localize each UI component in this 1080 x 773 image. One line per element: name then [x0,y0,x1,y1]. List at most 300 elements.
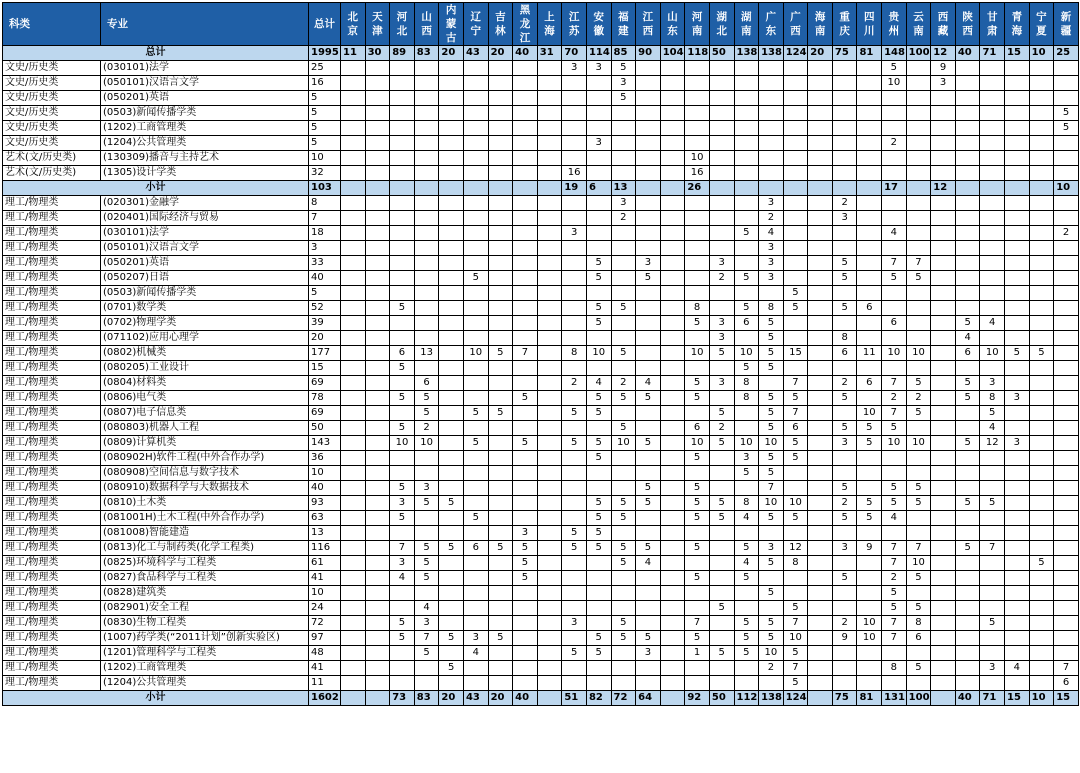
quota-cell [439,316,464,331]
quota-cell [390,406,415,421]
quota-cell: 4 [980,316,1005,331]
quota-cell [980,241,1005,256]
quota-cell [931,526,956,541]
quota-cell [439,526,464,541]
province-header: 云 南 [906,3,931,46]
quota-cell [488,241,513,256]
quota-cell [906,316,931,331]
quota-cell: 5 [980,496,1005,511]
quota-cell [1029,286,1054,301]
province-total-cell: 70 [562,46,587,61]
quota-cell [955,106,980,121]
quota-cell [1054,76,1079,91]
quota-cell [931,391,956,406]
quota-cell [1005,151,1030,166]
quota-cell [857,586,882,601]
quota-cell [463,376,488,391]
quota-cell [832,241,857,256]
quota-cell: 4 [734,511,759,526]
quota-cell [955,151,980,166]
quota-cell: 5 [414,646,439,661]
quota-cell [709,61,734,76]
quota-cell [808,271,833,286]
quota-cell [390,136,415,151]
quota-cell [882,166,907,181]
quota-cell [488,646,513,661]
quota-cell [1029,631,1054,646]
quota-cell [857,196,882,211]
subtotal-cell: 12 [931,181,956,196]
quota-cell [1029,166,1054,181]
quota-cell [636,421,661,436]
quota-cell [341,211,366,226]
quota-cell [341,661,366,676]
quota-cell [734,481,759,496]
table-header-row [3,3,1079,46]
province-header: 陕 西 [955,3,980,46]
subtotal-cell: 17 [882,181,907,196]
quota-cell [611,136,636,151]
quota-cell [882,286,907,301]
quota-cell [390,106,415,121]
quota-cell [414,196,439,211]
category-cell: 理工/物理类 [3,601,101,616]
quota-cell [783,106,808,121]
quota-cell [636,211,661,226]
quota-cell [1005,496,1030,511]
quota-cell [1005,541,1030,556]
quota-cell [488,226,513,241]
quota-cell [1029,316,1054,331]
quota-cell [709,676,734,691]
major-cell: (0807)电子信息类 [101,406,309,421]
quota-cell [537,76,562,91]
quota-cell [463,331,488,346]
quota-cell: 5 [906,376,931,391]
table-row [3,661,1079,676]
quota-cell: 8 [734,391,759,406]
table-row [3,586,1079,601]
quota-cell [513,151,538,166]
total-cell: 8 [309,196,341,211]
quota-cell [636,601,661,616]
quota-cell [513,136,538,151]
quota-cell [857,106,882,121]
quota-cell [759,61,784,76]
quota-cell [439,361,464,376]
quota-cell [832,91,857,106]
quota-cell [562,241,587,256]
major-cell: (130309)播音与主持艺术 [101,151,309,166]
major-cell: (080902H)软件工程(中外合作办学) [101,451,309,466]
quota-cell [439,196,464,211]
quota-cell: 3 [390,496,415,511]
quota-cell: 5 [513,571,538,586]
quota-cell [685,61,710,76]
quota-cell: 5 [906,271,931,286]
province-total-cell: 89 [390,46,415,61]
quota-cell [660,316,685,331]
quota-cell [955,271,980,286]
category-cell: 理工/物理类 [3,556,101,571]
province-total-cell: 71 [980,46,1005,61]
table-row [3,331,1079,346]
major-cell: (0810)土木类 [101,496,309,511]
quota-cell [734,586,759,601]
quota-cell [488,601,513,616]
quota-cell [1005,631,1030,646]
quota-cell: 3 [931,76,956,91]
province-total-cell: 20 [488,46,513,61]
total-cell: 78 [309,391,341,406]
quota-cell [513,211,538,226]
quota-cell: 3 [586,136,611,151]
quota-cell [1005,616,1030,631]
quota-cell: 5 [611,391,636,406]
quota-cell [955,91,980,106]
quota-cell: 10 [390,436,415,451]
total-cell: 41 [309,661,341,676]
quota-cell [1054,151,1079,166]
quota-cell [980,271,1005,286]
quota-cell [980,466,1005,481]
quota-cell [931,466,956,481]
table-row [3,676,1079,691]
province-total-cell: 20 [439,46,464,61]
quota-cell [636,511,661,526]
quota-cell [1029,196,1054,211]
quota-cell [537,256,562,271]
quota-cell: 3 [562,226,587,241]
subtotal-cell: 81 [857,691,882,706]
quota-cell: 3 [832,436,857,451]
quota-cell [488,481,513,496]
quota-cell [1005,106,1030,121]
quota-cell [660,436,685,451]
province-header: 广 西 [783,3,808,46]
quota-cell [685,136,710,151]
quota-cell: 5 [955,376,980,391]
quota-cell [488,391,513,406]
quota-cell: 5 [586,526,611,541]
quota-cell [365,196,390,211]
quota-cell [537,466,562,481]
quota-cell [660,256,685,271]
quota-cell [488,121,513,136]
quota-cell [414,316,439,331]
major-cell: (081001H)土木工程(中外合作办学) [101,511,309,526]
quota-cell [365,421,390,436]
quota-cell [660,226,685,241]
quota-cell [562,466,587,481]
quota-cell [709,151,734,166]
quota-cell [931,106,956,121]
quota-cell [709,286,734,301]
major-cell: (0828)建筑类 [101,586,309,601]
quota-cell: 3 [734,451,759,466]
quota-cell [365,496,390,511]
quota-cell [660,556,685,571]
quota-cell [906,526,931,541]
quota-cell [365,61,390,76]
quota-cell [439,151,464,166]
quota-cell [857,226,882,241]
quota-cell [857,481,882,496]
quota-cell [341,256,366,271]
quota-cell [562,121,587,136]
table-row [3,466,1079,481]
quota-cell: 5 [857,421,882,436]
quota-cell: 2 [414,421,439,436]
quota-cell: 5 [636,271,661,286]
quota-cell [759,601,784,616]
subtotal-cell: 40 [513,691,538,706]
quota-cell [660,601,685,616]
quota-cell [783,481,808,496]
quota-cell: 5 [586,406,611,421]
province-total-cell: 90 [636,46,661,61]
quota-cell [980,571,1005,586]
quota-cell [906,331,931,346]
quota-cell [365,91,390,106]
quota-cell: 5 [882,586,907,601]
quota-cell [980,286,1005,301]
quota-cell: 5 [562,646,587,661]
quota-cell [537,151,562,166]
quota-cell [341,91,366,106]
category-cell: 理工/物理类 [3,571,101,586]
quota-cell [808,421,833,436]
quota-cell [439,61,464,76]
total-cell: 11 [309,676,341,691]
quota-cell [463,496,488,511]
quota-cell [488,511,513,526]
quota-cell [1029,121,1054,136]
table-row [3,601,1079,616]
quota-cell [1029,271,1054,286]
quota-cell [537,121,562,136]
province-header: 山 东 [660,3,685,46]
quota-cell [562,631,587,646]
quota-cell [562,301,587,316]
category-cell: 理工/物理类 [3,466,101,481]
quota-cell [488,196,513,211]
quota-cell [390,376,415,391]
quota-cell [1054,556,1079,571]
quota-cell [488,361,513,376]
quota-cell: 5 [709,406,734,421]
quota-cell: 3 [832,541,857,556]
quota-cell [513,121,538,136]
quota-cell [488,496,513,511]
quota-cell: 7 [882,631,907,646]
subtotal-cell: 15 [1005,691,1030,706]
quota-cell: 10 [882,436,907,451]
quota-cell: 5 [906,661,931,676]
category-cell: 理工/物理类 [3,541,101,556]
quota-cell [1005,256,1030,271]
quota-cell [1005,331,1030,346]
quota-cell [980,166,1005,181]
quota-cell [857,571,882,586]
quota-cell [365,661,390,676]
quota-cell [759,286,784,301]
quota-cell: 5 [586,496,611,511]
quota-cell [931,571,956,586]
quota-cell [586,676,611,691]
quota-cell [488,211,513,226]
quota-cell [906,196,931,211]
quota-cell [660,451,685,466]
quota-cell [341,616,366,631]
quota-cell [955,481,980,496]
quota-cell: 10 [906,556,931,571]
table-row [3,166,1079,181]
quota-cell [931,511,956,526]
quota-cell [955,616,980,631]
quota-cell [488,106,513,121]
quota-cell [1054,376,1079,391]
category-cell: 理工/物理类 [3,436,101,451]
quota-cell [734,526,759,541]
quota-cell [537,646,562,661]
quota-cell [709,136,734,151]
quota-cell [1029,361,1054,376]
quota-cell [341,541,366,556]
major-cell: (0830)生物工程类 [101,616,309,631]
quota-cell [980,226,1005,241]
quota-cell [365,391,390,406]
quota-cell [636,661,661,676]
quota-cell [341,466,366,481]
quota-cell: 5 [832,301,857,316]
quota-cell [463,301,488,316]
quota-cell: 16 [562,166,587,181]
quota-cell [857,661,882,676]
quota-cell [341,676,366,691]
quota-cell [882,526,907,541]
major-cell: (1204)公共管理类 [101,136,309,151]
quota-cell: 7 [882,556,907,571]
quota-cell: 4 [586,376,611,391]
quota-cell [980,151,1005,166]
province-header: 宁 夏 [1029,3,1054,46]
quota-cell [341,406,366,421]
province-total-cell: 30 [365,46,390,61]
quota-cell: 6 [1054,676,1079,691]
quota-cell [488,136,513,151]
quota-cell: 5 [832,391,857,406]
quota-cell [513,241,538,256]
quota-cell [537,661,562,676]
quota-cell [365,616,390,631]
quota-cell [931,436,956,451]
quota-cell: 5 [414,406,439,421]
total-cell: 41 [309,571,341,586]
subtotal-cell [1005,181,1030,196]
quota-cell: 8 [980,391,1005,406]
quota-cell: 10 [980,346,1005,361]
quota-cell: 3 [759,196,784,211]
quota-cell: 5 [980,616,1005,631]
quota-cell: 5 [562,406,587,421]
quota-cell [1029,91,1054,106]
quota-cell [709,616,734,631]
quota-cell [463,121,488,136]
quota-cell [1029,331,1054,346]
quota-cell: 5 [734,616,759,631]
quota-cell: 5 [734,646,759,661]
major-cell: (1007)药学类(“2011计划”创新实验区) [101,631,309,646]
quota-cell [636,301,661,316]
quota-cell [882,196,907,211]
quota-cell [980,196,1005,211]
quota-cell: 5 [414,541,439,556]
subtotal-cell [1029,181,1054,196]
total-cell: 177 [309,346,341,361]
category-cell: 理工/物理类 [3,226,101,241]
quota-cell [980,136,1005,151]
quota-cell [906,151,931,166]
quota-cell [832,226,857,241]
quota-cell [660,331,685,346]
quota-cell [513,406,538,421]
quota-cell: 5 [586,541,611,556]
quota-cell [341,136,366,151]
quota-cell [685,256,710,271]
quota-cell [882,331,907,346]
quota-cell [365,106,390,121]
quota-cell [611,316,636,331]
quota-cell [931,331,956,346]
quota-cell [636,196,661,211]
quota-cell [463,556,488,571]
quota-cell [955,631,980,646]
subtotal-cell: 19 [562,181,587,196]
total-cell: 5 [309,286,341,301]
subtotal-cell: 124 [783,691,808,706]
quota-cell: 2 [882,391,907,406]
quota-cell [660,571,685,586]
quota-cell [759,376,784,391]
quota-cell: 5 [685,481,710,496]
quota-cell [463,61,488,76]
quota-cell [1054,286,1079,301]
subtotal-cell: 131 [882,691,907,706]
quota-cell [857,121,882,136]
quota-cell [341,61,366,76]
quota-cell [1005,601,1030,616]
quota-cell: 3 [513,526,538,541]
quota-cell [931,601,956,616]
quota-cell [414,226,439,241]
quota-cell [882,301,907,316]
quota-cell: 2 [709,421,734,436]
quota-cell [783,586,808,601]
quota-cell [1005,406,1030,421]
quota-cell [488,466,513,481]
quota-cell [365,481,390,496]
quota-cell [1054,586,1079,601]
quota-cell [955,466,980,481]
quota-cell: 3 [709,331,734,346]
quota-cell [611,406,636,421]
quota-cell [341,226,366,241]
total-cell: 5 [309,136,341,151]
category-cell: 理工/物理类 [3,211,101,226]
quota-cell [1029,586,1054,601]
quota-cell [537,676,562,691]
